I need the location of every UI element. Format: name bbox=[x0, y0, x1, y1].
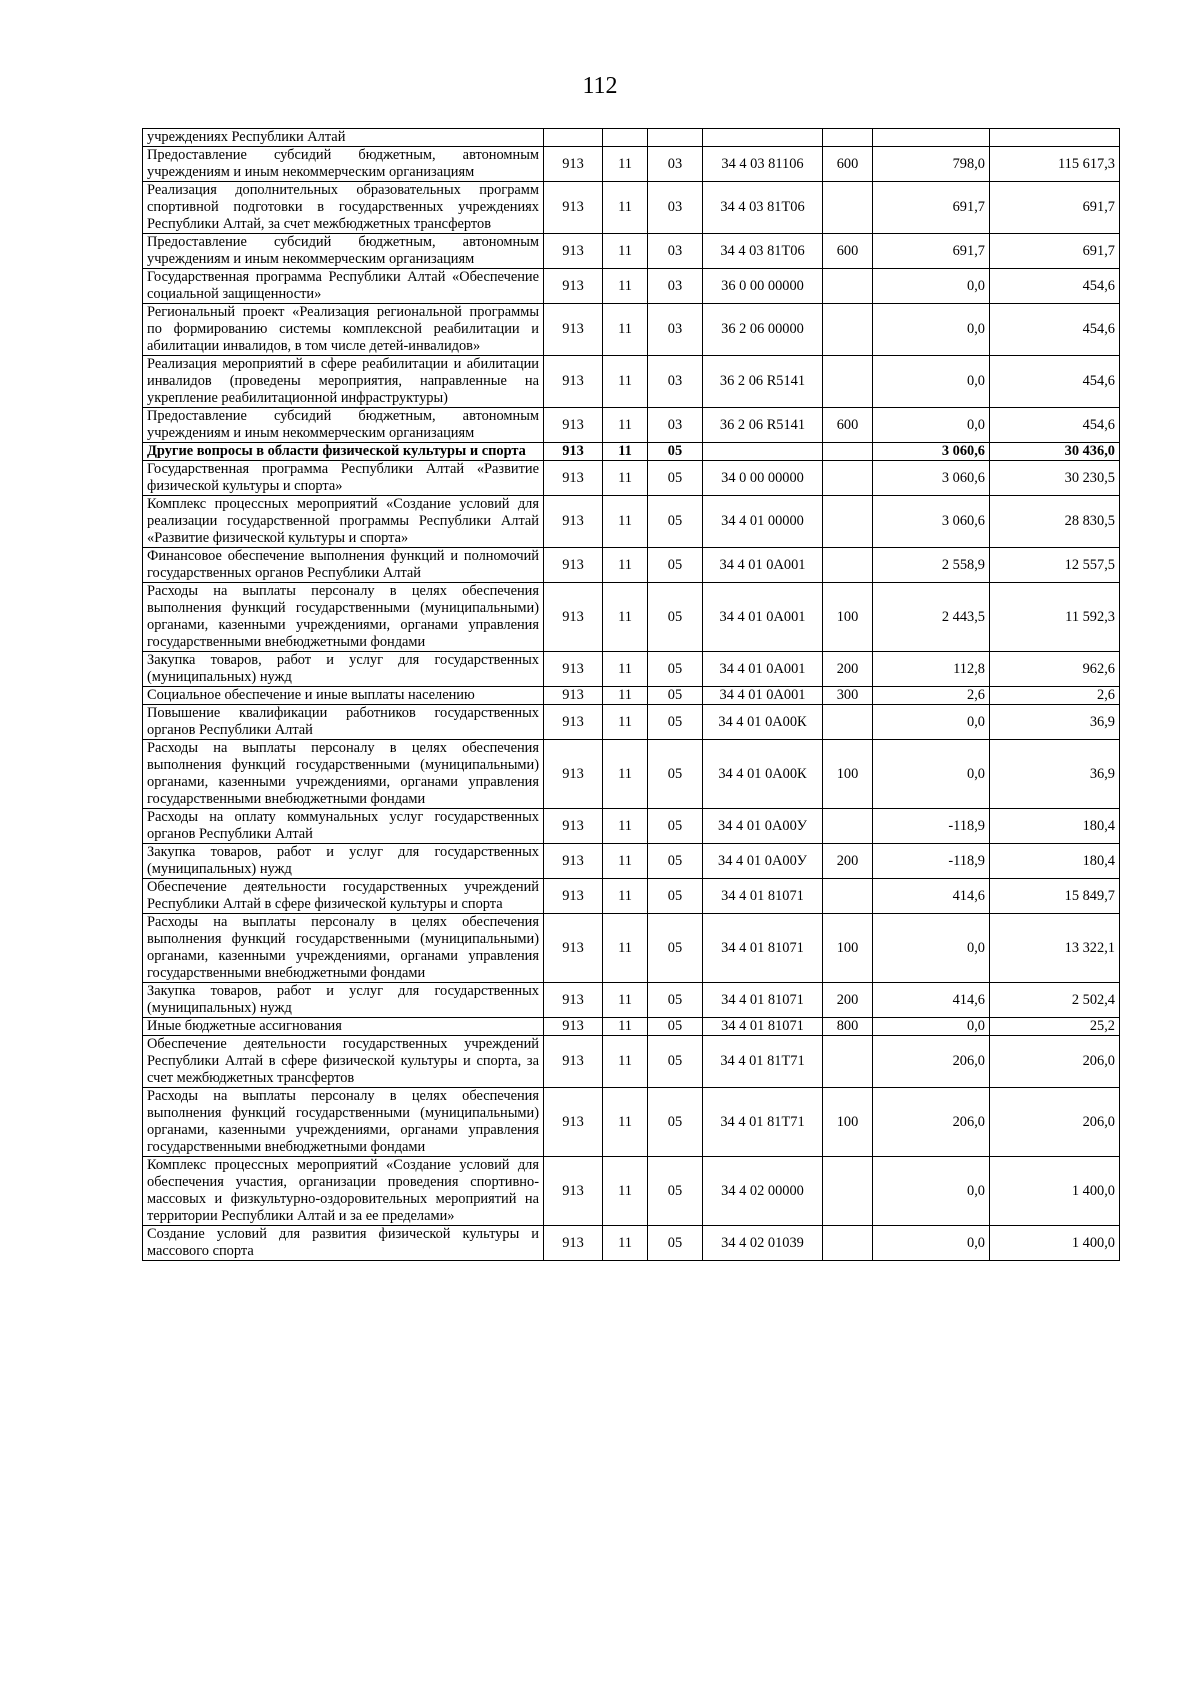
amount-total-cell: 12 557,5 bbox=[990, 548, 1120, 583]
item-name-cell: Повышение квалификации работников государственных органов Республики Алтай bbox=[143, 705, 544, 740]
amount-change-cell: 0,0 bbox=[873, 1157, 990, 1226]
amount-total-cell: 180,4 bbox=[990, 809, 1120, 844]
item-name-cell: Предоставление субсидий бюджетным, автономным учреждениям и иным некоммерческим организациям bbox=[143, 147, 544, 182]
expense-type-cell bbox=[823, 443, 873, 461]
amount-change-cell: 0,0 bbox=[873, 1018, 990, 1036]
admin-code-cell: 913 bbox=[544, 983, 603, 1018]
target-article-cell: 36 2 06 R5141 bbox=[703, 408, 823, 443]
table-row bbox=[143, 548, 1120, 583]
subsection-cell: 05 bbox=[648, 496, 703, 548]
admin-code-cell: 913 bbox=[544, 914, 603, 983]
expense-type-cell: 100 bbox=[823, 740, 873, 809]
admin-code-cell: 913 bbox=[544, 147, 603, 182]
target-article-cell: 34 4 01 0А001 bbox=[703, 583, 823, 652]
section-cell: 11 bbox=[603, 740, 648, 809]
expense-type-cell bbox=[823, 496, 873, 548]
amount-total-cell: 1 400,0 bbox=[990, 1157, 1120, 1226]
section-cell: 11 bbox=[603, 443, 648, 461]
section-cell: 11 bbox=[603, 548, 648, 583]
section-cell: 11 bbox=[603, 461, 648, 496]
section-cell: 11 bbox=[603, 687, 648, 705]
amount-change-cell: 2 558,9 bbox=[873, 548, 990, 583]
target-article-cell: 34 4 01 00000 bbox=[703, 496, 823, 548]
amount-change-cell: -118,9 bbox=[873, 809, 990, 844]
target-article-cell: 34 4 01 0А00К bbox=[703, 705, 823, 740]
admin-code-cell: 913 bbox=[544, 740, 603, 809]
admin-code-cell: 913 bbox=[544, 1018, 603, 1036]
amount-change-cell: 0,0 bbox=[873, 914, 990, 983]
budget-table-body bbox=[143, 129, 1120, 1261]
section-cell: 11 bbox=[603, 583, 648, 652]
amount-change-cell: 0,0 bbox=[873, 740, 990, 809]
admin-code-cell: 913 bbox=[544, 182, 603, 234]
item-name-cell: Закупка товаров, работ и услуг для государственных (муниципальных) нужд bbox=[143, 844, 544, 879]
item-name-cell: Государственная программа Республики Алтай «Развитие физической культуры и спорта» bbox=[143, 461, 544, 496]
amount-total-cell: 2 502,4 bbox=[990, 983, 1120, 1018]
target-article-cell: 34 4 02 00000 bbox=[703, 1157, 823, 1226]
amount-total-cell: 36,9 bbox=[990, 705, 1120, 740]
table-row bbox=[143, 983, 1120, 1018]
admin-code-cell: 913 bbox=[544, 1088, 603, 1157]
expense-type-cell bbox=[823, 1157, 873, 1226]
table-row bbox=[143, 129, 1120, 147]
amount-change-cell: 0,0 bbox=[873, 705, 990, 740]
subsection-cell: 03 bbox=[648, 147, 703, 182]
item-name-cell: Реализация дополнительных образовательных программ спортивной подготовки в государственных учреждениях Республики Алтай, за счет межбюджетных трансфертов bbox=[143, 182, 544, 234]
admin-code-cell: 913 bbox=[544, 809, 603, 844]
expense-type-cell: 100 bbox=[823, 1088, 873, 1157]
budget-table bbox=[142, 128, 1120, 1261]
admin-code-cell: 913 bbox=[544, 687, 603, 705]
amount-total-cell: 206,0 bbox=[990, 1036, 1120, 1088]
table-row bbox=[143, 496, 1120, 548]
table-row bbox=[143, 1036, 1120, 1088]
subsection-cell: 05 bbox=[648, 879, 703, 914]
expense-type-cell bbox=[823, 809, 873, 844]
subsection-cell: 03 bbox=[648, 408, 703, 443]
page-number: 112 bbox=[582, 73, 618, 99]
target-article-cell: 34 4 01 81Т71 bbox=[703, 1036, 823, 1088]
table-row bbox=[143, 1157, 1120, 1226]
admin-code-cell: 913 bbox=[544, 304, 603, 356]
amount-change-cell: -118,9 bbox=[873, 844, 990, 879]
target-article-cell: 34 4 01 81071 bbox=[703, 914, 823, 983]
item-name-cell: Государственная программа Республики Алтай «Обеспечение социальной защищенности» bbox=[143, 269, 544, 304]
section-cell: 11 bbox=[603, 304, 648, 356]
amount-total-cell: 36,9 bbox=[990, 740, 1120, 809]
section-cell: 11 bbox=[603, 705, 648, 740]
admin-code-cell: 913 bbox=[544, 1226, 603, 1261]
amount-total-cell: 28 830,5 bbox=[990, 496, 1120, 548]
amount-change-cell: 414,6 bbox=[873, 879, 990, 914]
subsection-cell: 05 bbox=[648, 844, 703, 879]
target-article-cell bbox=[703, 129, 823, 147]
item-name-cell: Комплекс процессных мероприятий «Создание условий для обеспечения участия, организации проведения спортивно-массовых и физкультурно-оздоровительных мероприятий на территории Республики Алтай и за ее пределами» bbox=[143, 1157, 544, 1226]
subsection-cell: 05 bbox=[648, 1226, 703, 1261]
subsection-cell: 05 bbox=[648, 461, 703, 496]
subsection-cell: 03 bbox=[648, 234, 703, 269]
section-cell bbox=[603, 129, 648, 147]
table-row bbox=[143, 844, 1120, 879]
table-row bbox=[143, 1088, 1120, 1157]
table-row bbox=[143, 809, 1120, 844]
amount-total-cell: 30 230,5 bbox=[990, 461, 1120, 496]
target-article-cell: 34 4 01 0А001 bbox=[703, 548, 823, 583]
amount-change-cell: 414,6 bbox=[873, 983, 990, 1018]
section-cell: 11 bbox=[603, 914, 648, 983]
subsection-cell: 05 bbox=[648, 687, 703, 705]
section-cell: 11 bbox=[603, 147, 648, 182]
amount-change-cell: 3 060,6 bbox=[873, 443, 990, 461]
expense-type-cell: 200 bbox=[823, 983, 873, 1018]
table-row bbox=[143, 705, 1120, 740]
section-cell: 11 bbox=[603, 1157, 648, 1226]
amount-change-cell: 2,6 bbox=[873, 687, 990, 705]
target-article-cell: 34 4 01 81071 bbox=[703, 983, 823, 1018]
amount-change-cell: 206,0 bbox=[873, 1036, 990, 1088]
amount-change-cell: 0,0 bbox=[873, 304, 990, 356]
admin-code-cell: 913 bbox=[544, 269, 603, 304]
amount-change-cell: 798,0 bbox=[873, 147, 990, 182]
expense-type-cell: 600 bbox=[823, 234, 873, 269]
section-cell: 11 bbox=[603, 809, 648, 844]
table-row bbox=[143, 408, 1120, 443]
admin-code-cell: 913 bbox=[544, 496, 603, 548]
amount-total-cell: 1 400,0 bbox=[990, 1226, 1120, 1261]
amount-change-cell bbox=[873, 129, 990, 147]
expense-type-cell: 600 bbox=[823, 408, 873, 443]
table-row bbox=[143, 1226, 1120, 1261]
item-name-cell: Иные бюджетные ассигнования bbox=[143, 1018, 544, 1036]
admin-code-cell: 913 bbox=[544, 705, 603, 740]
admin-code-cell: 913 bbox=[544, 583, 603, 652]
subsection-cell: 05 bbox=[648, 443, 703, 461]
table-row bbox=[143, 182, 1120, 234]
section-cell: 11 bbox=[603, 234, 648, 269]
amount-change-cell: 0,0 bbox=[873, 408, 990, 443]
item-name-cell: Расходы на оплату коммунальных услуг государственных органов Республики Алтай bbox=[143, 809, 544, 844]
item-name-cell: Расходы на выплаты персоналу в целях обеспечения выполнения функций государственными (муниципальными) органами, казенными учреждениями, органами управления государственными внебюджетными фондами bbox=[143, 1088, 544, 1157]
expense-type-cell: 100 bbox=[823, 914, 873, 983]
item-name-cell: Создание условий для развития физической культуры и массового спорта bbox=[143, 1226, 544, 1261]
table-row bbox=[143, 269, 1120, 304]
section-cell: 11 bbox=[603, 356, 648, 408]
subsection-cell: 05 bbox=[648, 983, 703, 1018]
subsection-cell: 05 bbox=[648, 1018, 703, 1036]
target-article-cell: 34 4 01 0А00У bbox=[703, 844, 823, 879]
item-name-cell: учреждениях Республики Алтай bbox=[143, 129, 544, 147]
amount-total-cell: 180,4 bbox=[990, 844, 1120, 879]
target-article-cell: 36 0 00 00000 bbox=[703, 269, 823, 304]
amount-total-cell: 13 322,1 bbox=[990, 914, 1120, 983]
target-article-cell: 34 4 01 0А00У bbox=[703, 809, 823, 844]
table-row bbox=[143, 356, 1120, 408]
section-cell: 11 bbox=[603, 1036, 648, 1088]
table-row bbox=[143, 583, 1120, 652]
subsection-cell: 05 bbox=[648, 583, 703, 652]
subsection-cell: 05 bbox=[648, 1157, 703, 1226]
amount-change-cell: 0,0 bbox=[873, 356, 990, 408]
admin-code-cell: 913 bbox=[544, 461, 603, 496]
amount-change-cell: 691,7 bbox=[873, 234, 990, 269]
expense-type-cell bbox=[823, 461, 873, 496]
amount-total-cell: 25,2 bbox=[990, 1018, 1120, 1036]
table-row bbox=[143, 740, 1120, 809]
amount-change-cell: 0,0 bbox=[873, 269, 990, 304]
amount-total-cell: 2,6 bbox=[990, 687, 1120, 705]
target-article-cell: 34 4 01 0А001 bbox=[703, 687, 823, 705]
table-row bbox=[143, 147, 1120, 182]
target-article-cell: 34 4 03 81106 bbox=[703, 147, 823, 182]
amount-total-cell: 454,6 bbox=[990, 408, 1120, 443]
amount-total-cell: 691,7 bbox=[990, 182, 1120, 234]
table-row bbox=[143, 652, 1120, 687]
table-row bbox=[143, 234, 1120, 269]
table-row bbox=[143, 914, 1120, 983]
table-row bbox=[143, 304, 1120, 356]
amount-total-cell: 962,6 bbox=[990, 652, 1120, 687]
admin-code-cell bbox=[544, 129, 603, 147]
admin-code-cell: 913 bbox=[544, 844, 603, 879]
table-row bbox=[143, 687, 1120, 705]
target-article-cell: 34 4 03 81Т06 bbox=[703, 182, 823, 234]
expense-type-cell bbox=[823, 182, 873, 234]
subsection-cell: 05 bbox=[648, 1036, 703, 1088]
admin-code-cell: 913 bbox=[544, 548, 603, 583]
expense-type-cell bbox=[823, 1226, 873, 1261]
item-name-cell: Социальное обеспечение и иные выплаты населению bbox=[143, 687, 544, 705]
section-cell: 11 bbox=[603, 844, 648, 879]
admin-code-cell: 913 bbox=[544, 443, 603, 461]
subsection-cell: 03 bbox=[648, 304, 703, 356]
expense-type-cell bbox=[823, 269, 873, 304]
table-row bbox=[143, 879, 1120, 914]
item-name-cell: Комплекс процессных мероприятий «Создание условий для реализации государственной программы Республики Алтай «Развитие физической культуры и спорта» bbox=[143, 496, 544, 548]
item-name-cell: Финансовое обеспечение выполнения функций и полномочий государственных органов Республики Алтай bbox=[143, 548, 544, 583]
admin-code-cell: 913 bbox=[544, 879, 603, 914]
section-cell: 11 bbox=[603, 269, 648, 304]
target-article-cell: 36 2 06 00000 bbox=[703, 304, 823, 356]
amount-total-cell: 691,7 bbox=[990, 234, 1120, 269]
subsection-cell: 05 bbox=[648, 914, 703, 983]
subsection-cell: 05 bbox=[648, 652, 703, 687]
table-row bbox=[143, 461, 1120, 496]
amount-total-cell bbox=[990, 129, 1120, 147]
item-name-cell: Предоставление субсидий бюджетным, автономным учреждениям и иным некоммерческим организациям bbox=[143, 234, 544, 269]
target-article-cell: 34 4 01 81071 bbox=[703, 879, 823, 914]
admin-code-cell: 913 bbox=[544, 1036, 603, 1088]
admin-code-cell: 913 bbox=[544, 408, 603, 443]
target-article-cell: 34 4 01 0А001 bbox=[703, 652, 823, 687]
amount-total-cell: 115 617,3 bbox=[990, 147, 1120, 182]
amount-change-cell: 112,8 bbox=[873, 652, 990, 687]
table-row bbox=[143, 1018, 1120, 1036]
subsection-cell: 05 bbox=[648, 809, 703, 844]
amount-total-cell: 454,6 bbox=[990, 304, 1120, 356]
expense-type-cell bbox=[823, 705, 873, 740]
section-cell: 11 bbox=[603, 182, 648, 234]
amount-change-cell: 206,0 bbox=[873, 1088, 990, 1157]
item-name-cell: Расходы на выплаты персоналу в целях обеспечения выполнения функций государственными (муниципальными) органами, казенными учреждениями, органами управления государственными внебюджетными фондами bbox=[143, 914, 544, 983]
item-name-cell: Закупка товаров, работ и услуг для государственных (муниципальных) нужд bbox=[143, 983, 544, 1018]
section-cell: 11 bbox=[603, 652, 648, 687]
admin-code-cell: 913 bbox=[544, 1157, 603, 1226]
amount-total-cell: 454,6 bbox=[990, 356, 1120, 408]
amount-total-cell: 30 436,0 bbox=[990, 443, 1120, 461]
expense-type-cell bbox=[823, 879, 873, 914]
amount-change-cell: 0,0 bbox=[873, 1226, 990, 1261]
amount-change-cell: 3 060,6 bbox=[873, 461, 990, 496]
item-name-cell: Другие вопросы в области физической культуры и спорта bbox=[143, 443, 544, 461]
item-name-cell: Реализация мероприятий в сфере реабилитации и абилитации инвалидов (проведены мероприятия, направленные на укрепление реабилитационной инфраструктуры) bbox=[143, 356, 544, 408]
amount-change-cell: 3 060,6 bbox=[873, 496, 990, 548]
item-name-cell: Расходы на выплаты персоналу в целях обеспечения выполнения функций государственными (муниципальными) органами, казенными учреждениями, органами управления государственными внебюджетными фондами bbox=[143, 583, 544, 652]
subsection-cell bbox=[648, 129, 703, 147]
amount-total-cell: 454,6 bbox=[990, 269, 1120, 304]
expense-type-cell: 100 bbox=[823, 583, 873, 652]
amount-change-cell: 691,7 bbox=[873, 182, 990, 234]
target-article-cell: 36 2 06 R5141 bbox=[703, 356, 823, 408]
amount-total-cell: 11 592,3 bbox=[990, 583, 1120, 652]
target-article-cell: 34 4 01 81Т71 bbox=[703, 1088, 823, 1157]
item-name-cell: Расходы на выплаты персоналу в целях обеспечения выполнения функций государственными (муниципальными) органами, казенными учреждениями, органами управления государственными внебюджетными фондами bbox=[143, 740, 544, 809]
section-cell: 11 bbox=[603, 983, 648, 1018]
subsection-cell: 03 bbox=[648, 182, 703, 234]
section-cell: 11 bbox=[603, 1088, 648, 1157]
subsection-cell: 03 bbox=[648, 356, 703, 408]
admin-code-cell: 913 bbox=[544, 652, 603, 687]
amount-change-cell: 2 443,5 bbox=[873, 583, 990, 652]
target-article-cell: 34 4 01 81071 bbox=[703, 1018, 823, 1036]
target-article-cell: 34 4 02 01039 bbox=[703, 1226, 823, 1261]
section-cell: 11 bbox=[603, 408, 648, 443]
expense-type-cell: 300 bbox=[823, 687, 873, 705]
target-article-cell bbox=[703, 443, 823, 461]
admin-code-cell: 913 bbox=[544, 234, 603, 269]
subsection-cell: 05 bbox=[648, 548, 703, 583]
subsection-cell: 03 bbox=[648, 269, 703, 304]
section-cell: 11 bbox=[603, 1226, 648, 1261]
section-cell: 11 bbox=[603, 1018, 648, 1036]
target-article-cell: 34 4 03 81Т06 bbox=[703, 234, 823, 269]
expense-type-cell: 600 bbox=[823, 147, 873, 182]
target-article-cell: 34 4 01 0А00К bbox=[703, 740, 823, 809]
admin-code-cell: 913 bbox=[544, 356, 603, 408]
expense-type-cell: 200 bbox=[823, 844, 873, 879]
amount-total-cell: 15 849,7 bbox=[990, 879, 1120, 914]
section-cell: 11 bbox=[603, 496, 648, 548]
subsection-cell: 05 bbox=[648, 705, 703, 740]
expense-type-cell bbox=[823, 129, 873, 147]
expense-type-cell bbox=[823, 356, 873, 408]
table-row bbox=[143, 443, 1120, 461]
subsection-cell: 05 bbox=[648, 1088, 703, 1157]
expense-type-cell: 800 bbox=[823, 1018, 873, 1036]
item-name-cell: Предоставление субсидий бюджетным, автономным учреждениям и иным некоммерческим организациям bbox=[143, 408, 544, 443]
section-cell: 11 bbox=[603, 879, 648, 914]
item-name-cell: Закупка товаров, работ и услуг для государственных (муниципальных) нужд bbox=[143, 652, 544, 687]
expense-type-cell bbox=[823, 304, 873, 356]
item-name-cell: Обеспечение деятельности государственных учреждений Республики Алтай в сфере физической культуры и спорта bbox=[143, 879, 544, 914]
expense-type-cell bbox=[823, 1036, 873, 1088]
item-name-cell: Обеспечение деятельности государственных учреждений Республики Алтай в сфере физической культуры и спорта, за счет межбюджетных трансфертов bbox=[143, 1036, 544, 1088]
expense-type-cell: 200 bbox=[823, 652, 873, 687]
expense-type-cell bbox=[823, 548, 873, 583]
amount-total-cell: 206,0 bbox=[990, 1088, 1120, 1157]
item-name-cell: Региональный проект «Реализация региональной программы по формированию системы комплексной реабилитации и абилитации инвалидов, в том числе детей-инвалидов» bbox=[143, 304, 544, 356]
subsection-cell: 05 bbox=[648, 740, 703, 809]
target-article-cell: 34 0 00 00000 bbox=[703, 461, 823, 496]
